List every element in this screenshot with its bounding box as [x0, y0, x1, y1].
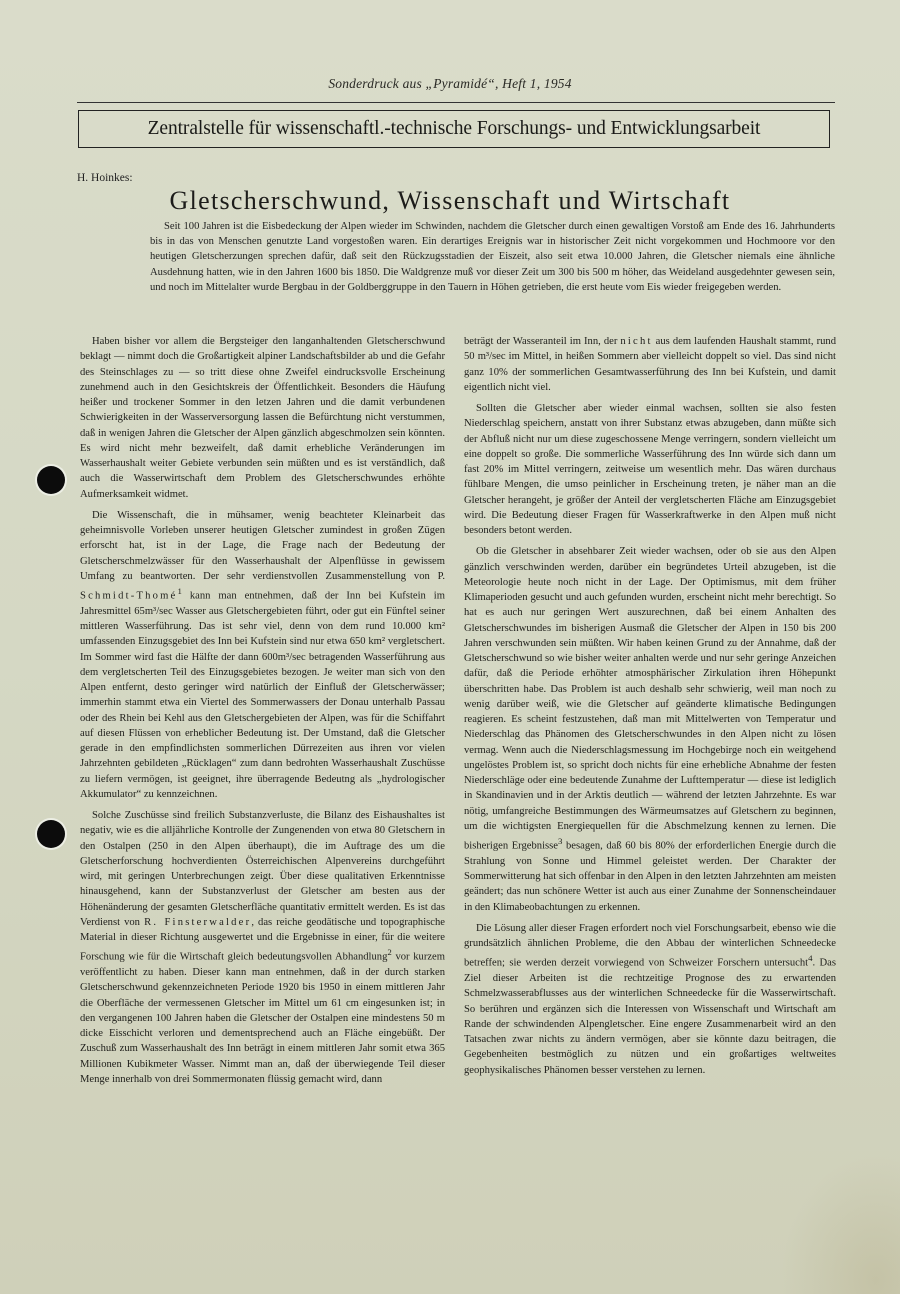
paragraph: Ob die Gletscher in absehbarer Zeit wieder wachsen, oder ob sie aus den Alpen gänzlich verschwinden werden, darüber ein begründetes Urteil abzugeben, ist die Meteorologie heute noch nicht in der Lage. Der Optimismus, mit dem früher Klimaperioden gesucht und auch gefunden wurden, erscheint nicht mehr berechtigt. So hat es auch nur geringen Wert auszurechnen, daß bei einem Anhalten des Gletscherschwundes im bisherigen Ausmaß die Gletscher der Alpen in 150 bis 200 Jahren verschwunden sein müßten. Wir haben keinen Grund zu der Annahme, daß der Gletscherschwund so wie bisher weiter anhalten werde und nur sehr geringe Anzeichen dafür, daß die Periode erhöhter atmosphärischer Zirkulation ihren Höhepunkt überschritten habe. Das Problem ist auch deshalb sehr schwierig, weil man noch zu wenig darüber weiß, wie die Gletscher auf geänderte klimatische Bedingungen reagieren. Es scheint festzustehen, daß man mit Mittelwerten von Temperatur und Niederschlag das Phänomen des Gletscherschwundes in den Alpen nicht zu lösen vermag. Wenn auch die Niederschlagsmessung im Hochgebirge noch ein weitgehend ungelöstes Problem ist, so spricht doch nichts für eine erhebliche Abnahme der festen Niederschläge oder eine bedeutende Zunahme der Lufttemperatur — diese ist lediglich in Skandinavien und in der Arktis deutlich — während der letzten Jahrzehnte. Es war nötig, umfangreiche Bestimmungen des Wärmeumsatzes auf Gletschern zu beginnen, um die wichtigsten Energiequellen für die Abschmelzung kennen zu lernen. Die bisherigen Ergebnisse$^3$ besagen, daß 60 bis 80% der erforderlichen Energie durch die Strahlung von Sonne und Himmel geleistet werden. Der Charakter der Sommerwitterung hat sich offenbar in den Alpen in den letzten Jahrzehnten am meisten geändert; das nun schönere Wetter ist auch aus einer Zunahme der Sonnenscheindauer in den Klimabeobachtungen zu erkennen.: [464, 546, 836, 913]
footnote-ref: 4: [808, 953, 813, 964]
paragraph: Die Wissenschaft, die in mühsamer, wenig beachteter Kleinarbeit das geheimnisvolle Vorleben unserer heutigen Gletscher zumindest in großen Zügen erforscht hat, ist in der Lage, die Frage nach der Bedeutung der Gletscherschmelzwässer für den Wasserhaushalt der Alpenflüsse in gewissem Umfang zu beantworten. Der sehr verdienstvollen Zusammenstellung von P. Schmidt-Thomé$^1$ kann man entnehmen, daß der Inn bei Kufstein im Jahresmittel 65m³/sec Wasser aus Gletschergebieten führt, oder gut ein Fünftel seiner mittleren Wasserführung. Das ist sehr viel, denn von dem rund 10.000 km² umfassenden Einzugsgebiet des Inn bei Kufstein sind nur etwa 650 km² vergletschert. Im Sommer wird fast die Hälfte der dann 600m³/sec betragenden Wasserführung aus dem vergletscherten Teil des Einzugsgebietes bezogen. Je weiter man sich von den Alpen entfernt, desto geringer wird natürlich der Einfluß der Gletscherwässer; immerhin stammt etwa ein Viertel des Sommerwassers der Donau unterhalb Passau oder des Rhein bei Kehl aus den Gletschergebieten der Alpen, was für die Schiffahrt auf diesen Flüssen von erheblicher Bedeutung ist. Der Umstand, daß die Gletscher gerade in den empfindlichsten sommerlichen Dürrezeiten aus ihren vor vielen Jahrzehnten gebildeten „Rücklagen“ zum dann bedrohten Wasserhaushalt Zuschüsse zu liefern vermögen, ist geeignet, ihre überragende Bedeutng als „hydrologischer Akkumulator“ zu kennzeichnen.: [80, 509, 445, 800]
paragraph: Solche Zuschüsse sind freilich Substanzverluste, die Bilanz des Eishaushaltes ist negativ, wie es die alljährliche Kontrolle der Zungenenden von etwa 80 Gletschern in den Ostalpen (250 in den Alpen überhaupt), die im Auftrage des um die Gletscherforschung hochverdienten Österreichischen Alpenvereins durchgeführt wird, mit geringen Unterbrechungen zeigt. Über diese qualitativen Erkenntnisse hinausgehend, kann der Substanzverlust der Gletscher am besten aus der Höhenänderung der gesamten Gletscherfläche quantitativ ermittelt werden. Es ist das Verdienst von R. Finsterwalder, das reiche geodätische und topographische Material in dieser Richtung ausgewertet und die Ergebnisse in einer, für die weitere Forschung wie für die Wirtschaft gleich bedeutungsvollen Abhandlung$^2$ vor kurzem veröffentlicht zu haben. Dieser kann man entnehmen, daß in der durch starken Gletscherschwund gekennzeichneten Periode 1920 bis 1950 in einem mittleren Jahr die Oberfläche der vermessenen Gletscher im Mittel um 61 cm eingesunken ist; in den vergangenen 100 Jahren haben die Gletscher der Ostalpen eine mindestens 50 m dicke Eisschicht verloren und dementsprechend auch an Fläche eingebüßt. Der Zuschuß zum Wasserhaushalt des Inn beträgt in einem mittleren Jahr somit etwa 365 Millionen Kubikmeter Wasser. Nimmt man an, daß der überwiegende Teil dieser Menge innerhalb von drei Sommermonaten flüssig gemacht wird, dann: [80, 810, 446, 1085]
paragraph: Sollten die Gletscher aber wieder einmal wachsen, sollten sie also festen Niederschlag speichern, anstatt von ihrer Substanz etwas abzugeben, dann müßte sich der Abfluß nicht nur um diese zugeschossene Menge verringern, sondern vielleicht um eine doppelt so große. Die sommerliche Wasserführung des Inn würde sich dann um fast 20% im Mittel verringern, zeitweise um wesentlich mehr. Das wären durchaus fühlbare Mengen, die umso peinlicher in Erscheinung treten, je näher man an die Gletscher herangeht, je größer der Anteil der vergletscherten Fläche am Einzugsgebiet wird. Die Bedeutung dieser Fragen für Wasserkraftwerke in den Alpen muß nicht besonders betont werden.: [464, 403, 836, 536]
paragraph: beträgt der Wasseranteil im Inn, der nicht aus dem laufenden Haushalt stammt, rund 50 m³/sec im Mittel, in heißen Sommern aber vielleicht doppelt so viel. Das sind nicht ganz 10% der sommerlichen Gesamtwasserführung des Inn bei Kufstein, und damit eigentlich nicht viel.: [464, 336, 836, 393]
author-name: Schmidt-Thomé: [80, 590, 178, 602]
article-title: Gletscherschwund, Wissenschaft und Wirtschaft: [169, 186, 731, 215]
paragraph: Die Lösung aller dieser Fragen erfordert noch viel Forschungsarbeit, ebenso wie die grundsätzlich ähnlichen Probleme, die den Abbau der winterlichen Schneedecke betreffen; sie werden derzeit vorwiegend von Schweizer Forschern untersucht$^4$. Das Ziel dieser Arbeiten ist die rechtzeitige Prognose des zu erwartenden Schmelzwasserabflusses aus der winterlichen Schneedecke für die Wasserwirtschaft. So berühren und ergänzen sich die Interessen von Wissenschaft und Wirtschaft am Rande der schwindenden Alpengletscher. Eine engere Zusammenarbeit wird an den Tatsachen zwar nichts zu ändern vermögen, aber sie könnte dazu beitragen, die Gegebenheiten bestmöglich zu nützen und ein großartiges weltweites geophysikalisches Phänomen besser verstehen zu lernen.: [464, 922, 836, 1076]
left-column: [80, 334, 445, 1093]
right-column: [464, 334, 836, 1084]
institution-box: [78, 110, 830, 148]
paper-stain: [780, 1154, 900, 1294]
header-rule: [77, 102, 835, 103]
paragraph: Haben bisher vor allem die Bergsteiger den langanhaltenden Gletscherschwund beklagt — nimmt doch die Großartigkeit alpiner Landschaftsbilder ab und die Gefahr des Steinschlages zu — so tritt diese ohne Zweifel eindrucksvolle Erscheinung zunehmend auch in den Gesichtskreis der Öffentlichkeit. Besonders die Häufung heißer und trockener Sommer in den letzen Jahren und die damit verbundenen Schwierigkeiten in der Wasserversorgung lassen die Befürchtung nicht verstummen, daß in wenigen Jahren die Gletscher der Alpen gänzlich abgeschmolzen sein könnten. Es wird nicht mehr bezweifelt, daß damit erhebliche Veränderungen im Wasserhaushalt weiter Gebiete verbunden sein müßten und es ist verständlich, daß auch die Wasserwirtschaft dem Problem des Gletscherschwundes erhöhte Aufmerksamkeit widmet.: [80, 336, 445, 500]
footnote-ref: 3: [558, 836, 563, 846]
reprint-note: Sonderdruck aus „Pyramidé“, Heft 1, 1954: [328, 76, 572, 91]
emphasis: nicht: [620, 336, 653, 347]
author-name: R. Finsterwalder: [144, 916, 252, 928]
author: H. Hoinkes:: [77, 172, 133, 184]
institution-name: Zentralstelle für wissenschaftl.-technische Forschungs- und Entwicklungsarbeit: [147, 118, 761, 139]
punch-hole-icon: [37, 820, 65, 848]
lead-paragraph: Seit 100 Jahren ist die Eisbedeckung der Alpen wieder im Schwinden, nachdem die Gletscher durch einen gewaltigen Vorstoß am Ende des 16. Jahrhunderts bis in das von Menschen genutzte Land vorgestoßen waren. Ein derartiges Ereignis war in historischer Zeit nicht vorgekommen und Hochmoore vor den heutigen Gletscherzungen sprechen dafür, daß seit den Rückzugsstadien der Eiszeit, also seit etwa 10.000 Jahren, die Gletscher niemals eine ähnliche Ausdehnung hatten, wie in den Jahren 1600 bis 1850. Die Waldgrenze muß vor dieser Zeit um 300 bis 500 m höher, das Weideland ausgedehnter gewesen sein, und noch im Mittelalter wurde Bergbau in der Goldberggruppe in den Tauern in Höhen getrieben, die erst heute vom Eis wieder freigegeben werden.: [150, 221, 835, 293]
footnote-ref: 1: [177, 586, 182, 596]
footnote-ref: 2: [387, 947, 392, 958]
punch-hole-icon: [37, 466, 65, 494]
